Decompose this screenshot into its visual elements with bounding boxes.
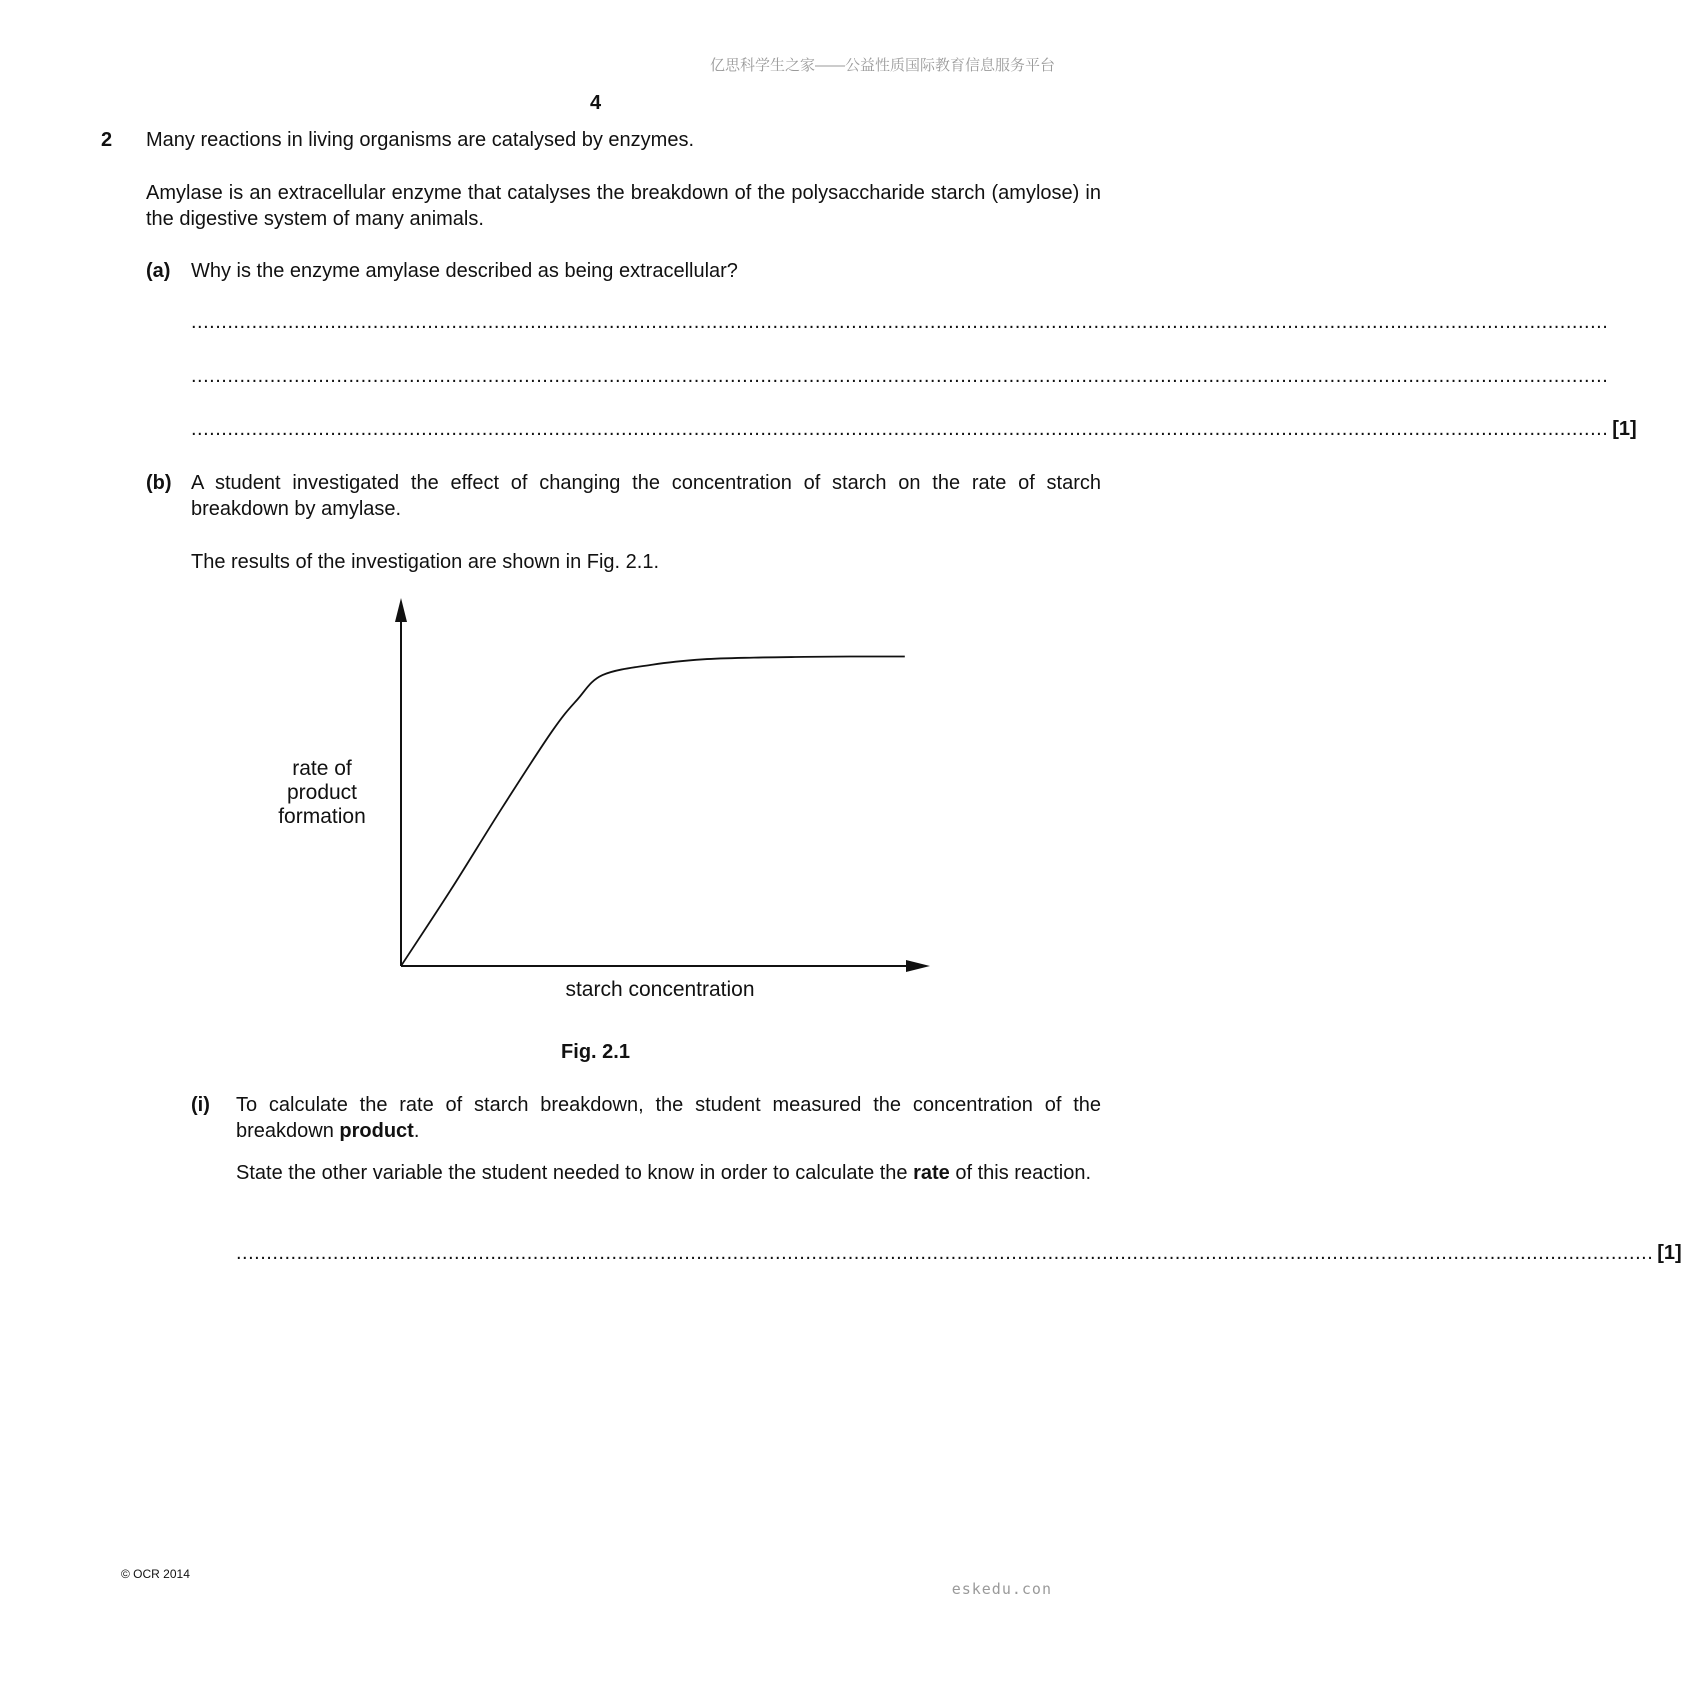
answer-line-a1[interactable]: .......................................................................................................................................................................................................................................... [191,311,1609,333]
part-i-state-text: State the other variable the student needed to know in order to calculate the rate of this reaction. [236,1162,1091,1184]
y-axis-label-line-1: rate of [292,757,352,780]
answer-line-i[interactable]: .......................................................................................................................................................................................................................................... [1] [236,1242,1682,1264]
x-axis-arrowhead [906,960,930,972]
part-a-question: Why is the enzyme amylase described as being extracellular? [191,260,738,282]
mark-allocation-i: [1] [1657,1242,1682,1264]
y-axis-label-line-2: product [286,781,358,804]
part-i-text: To calculate the rate of starch breakdown, the student measured the concentration of the breakdown product. [236,1094,1101,1142]
y-axis-label-line-3: formation [278,805,366,828]
y-axis-arrowhead [395,598,407,622]
part-b-results-text: The results of the investigation are shown in Fig. 2.1. [191,551,660,573]
footer-copyright: © OCR 2014 [121,1567,190,1581]
part-i-label: (i) [191,1094,210,1116]
footer-site: eskedu.con [951,1580,1052,1598]
question-intro: Many reactions in living organisms are catalysed by enzymes. [146,129,695,151]
rate-curve [401,657,905,967]
figure-caption: Fig. 2.1 [561,1041,630,1063]
part-b-question: A student investigated the effect of changing the concentration of starch on the rate of starch breakdown by amylase. [191,472,1101,520]
question-number: 2 [101,129,113,151]
page-number: 4 [589,92,602,114]
part-b-label: (b) [146,472,172,494]
x-axis-label: starch concentration [565,978,755,1001]
part-a-label: (a) [146,260,171,282]
answer-line-a3[interactable]: .......................................................................................................................................................................................................................................... [1] [191,418,1637,440]
mark-allocation-a: [1] [1612,418,1637,440]
header-watermark: 亿思科学生之家——公益性质国际教育信息服务平台 [709,57,1055,74]
question-context: Amylase is an extracellular enzyme that catalyses the breakdown of the polysaccharide starch (amylose) in the digestive system of many animals. [146,182,1101,230]
answer-line-a2[interactable]: .......................................................................................................................................................................................................................................... [191,365,1609,387]
